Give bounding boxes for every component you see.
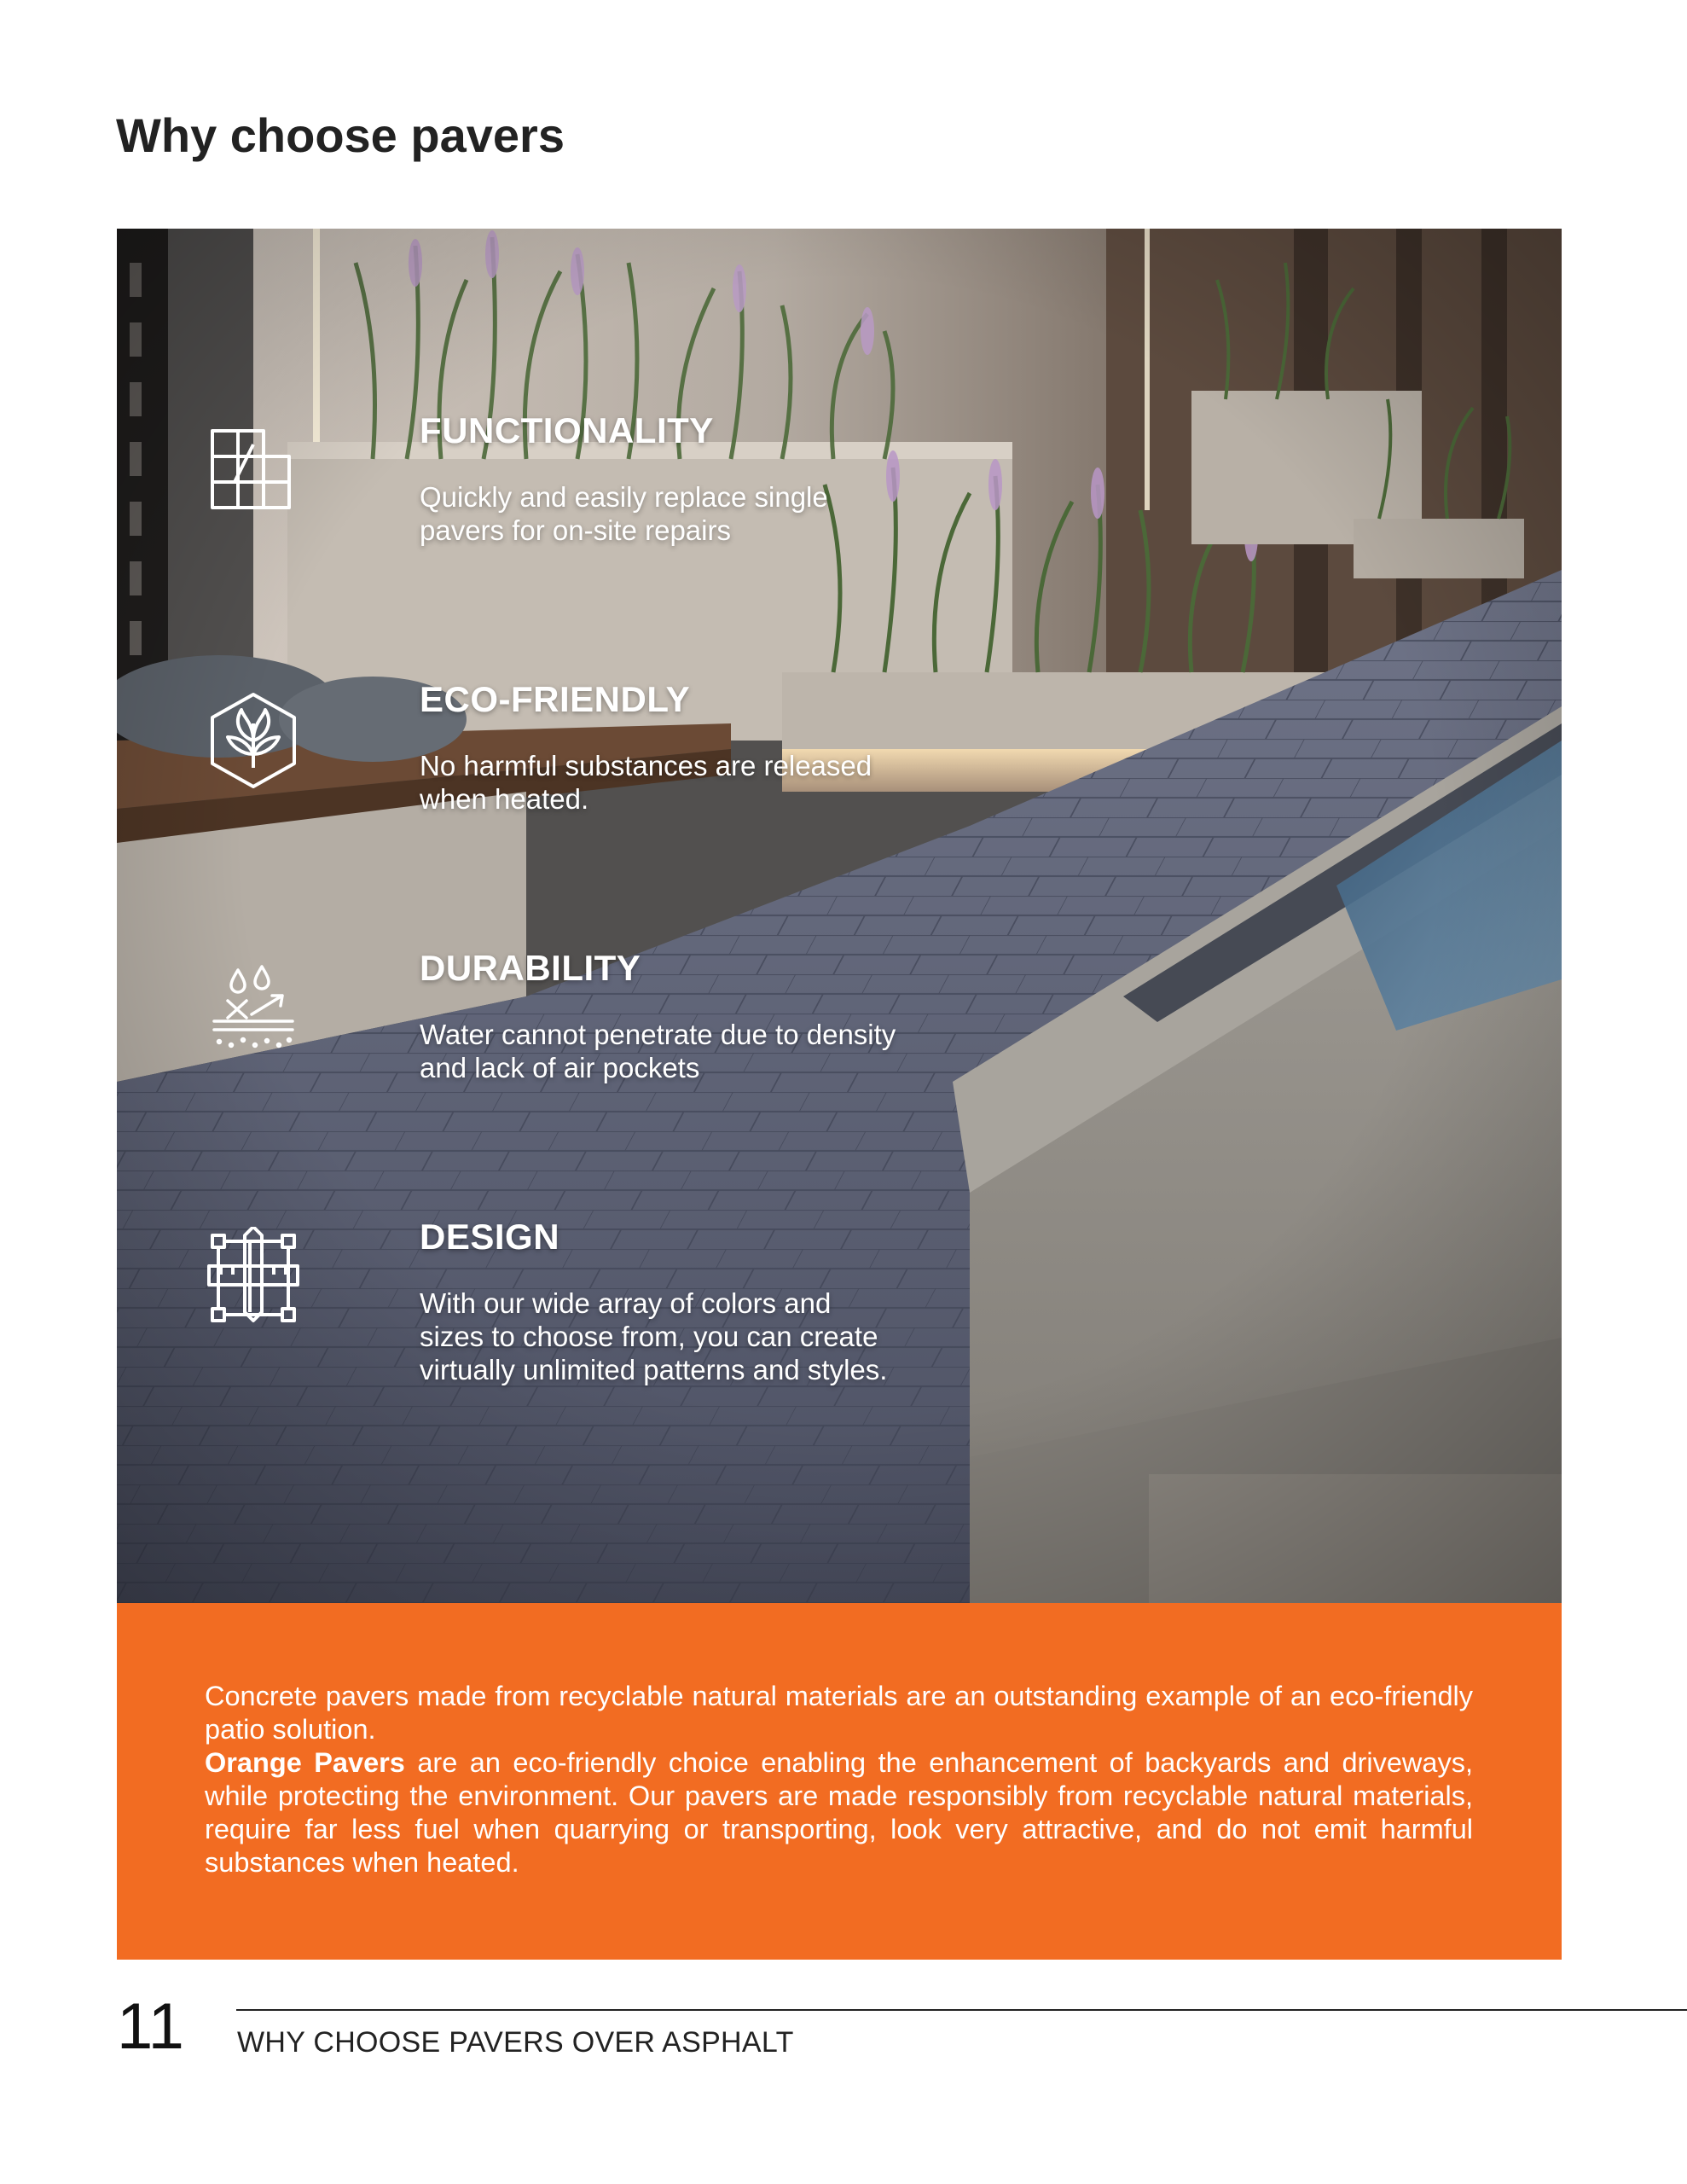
leaf-hexagon-icon <box>202 689 304 792</box>
footer-section-label: WHY CHOOSE PAVERS OVER ASPHALT <box>237 2026 794 2059</box>
feature-title: FUNCTIONALITY <box>420 410 714 450</box>
water-drops-icon <box>202 958 304 1060</box>
page-title: Why choose pavers <box>116 108 565 162</box>
feature-description: Water cannot penetrate due to density and lack of air pockets <box>420 1019 896 1083</box>
footer-divider <box>236 2009 1687 2011</box>
info-paragraph-1: Concrete pavers made from recyclable natural materials are an outstanding example of an eco-friendly patio solution. <box>205 1681 1473 1745</box>
info-paragraph-2-text: are an eco-friendly choice enabling the enhancement of backyards and driveways, while protecting the environment. Our pavers are made responsibly from recyclable natural materials, require far less fuel when quarrying or transporting, look very attractive, and do not emit harmful substances when heated. <box>205 1747 1473 1878</box>
info-paragraph-2 <box>205 1746 1473 1879</box>
feature-title: DURABILITY <box>420 948 641 988</box>
brand-name: Orange Pavers <box>205 1747 405 1778</box>
feature-description: No harmful substances are released when heated. <box>420 750 872 815</box>
page-number: 11 <box>117 1990 184 2063</box>
feature-title: ECO-FRIENDLY <box>420 679 691 719</box>
info-text <box>205 1680 1473 1879</box>
design-tools-icon <box>202 1227 304 1329</box>
feature-description: With our wide array of colors and sizes to choose from, you can create virtually unlimited patterns and styles. <box>420 1287 888 1385</box>
feature-title: DESIGN <box>420 1217 560 1257</box>
feature-description: Quickly and easily replace single pavers for on-site repairs <box>420 481 828 546</box>
patio-scene-image <box>117 229 1562 1603</box>
patio-photo <box>117 229 1562 1603</box>
paver-pattern-icon <box>202 421 304 523</box>
info-panel <box>117 1603 1562 1960</box>
